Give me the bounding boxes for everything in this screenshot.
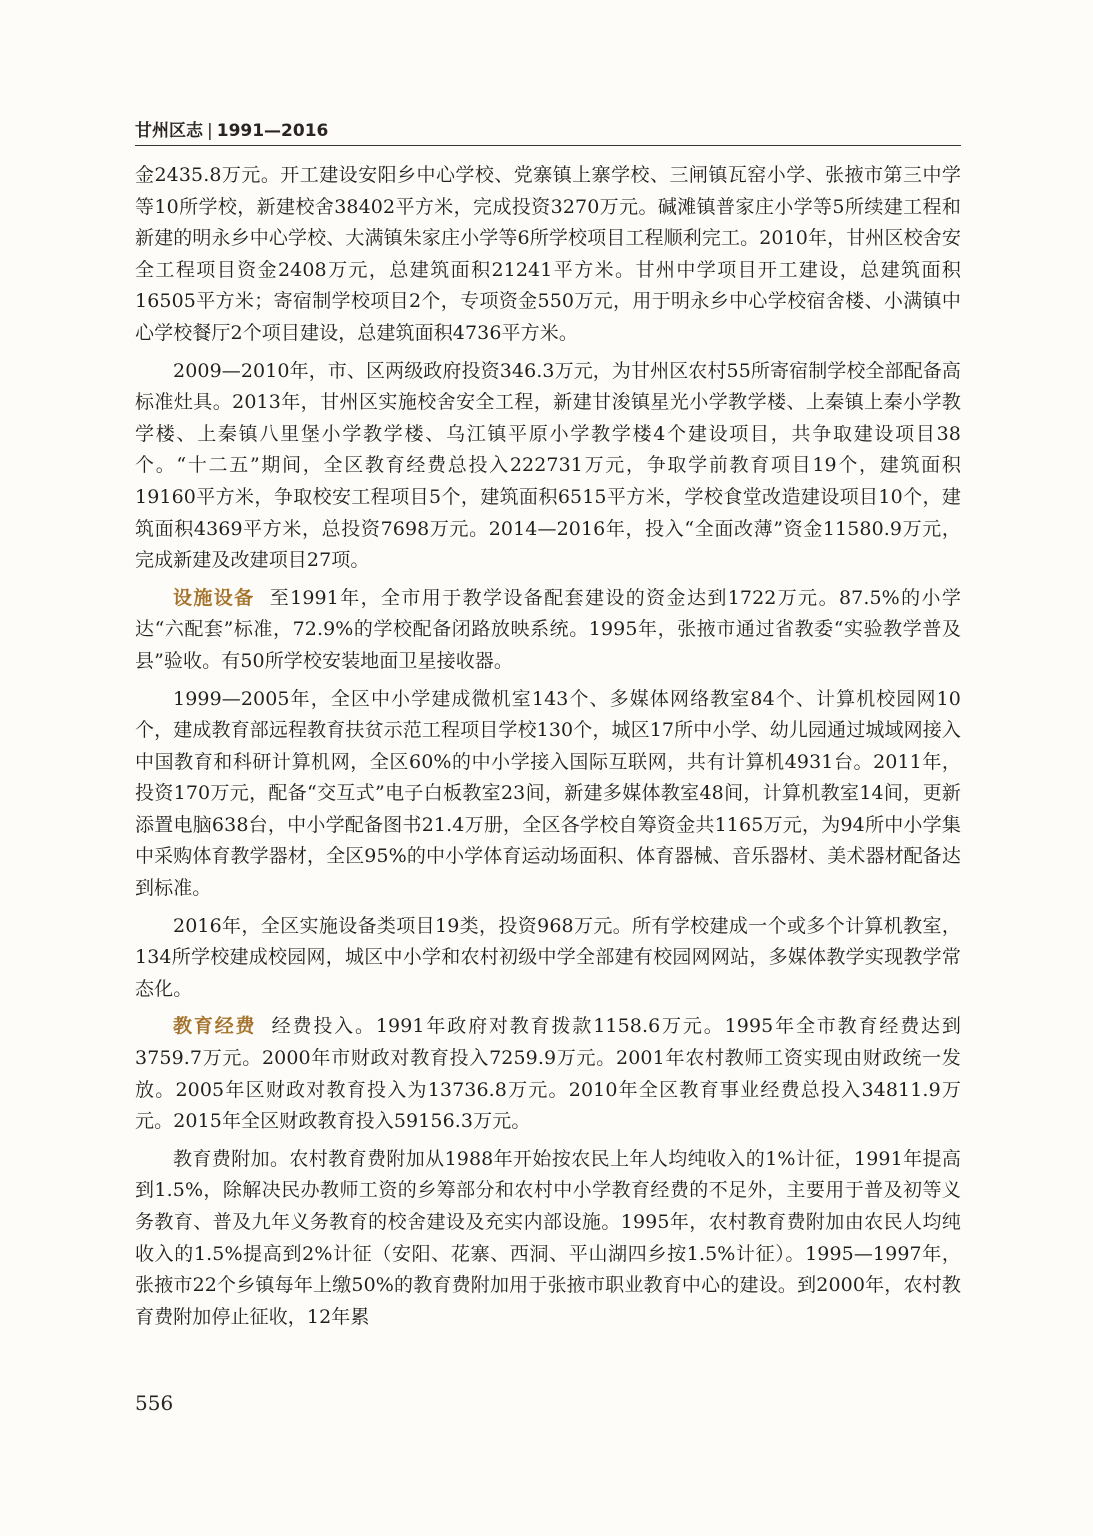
header-years: 1991—2016 bbox=[216, 121, 329, 141]
paragraph-text: 经费投入。1991年政府对教育拨款1158.6万元。1995年全市教育经费达到3759.7万元。2000年市财政对教育投入7259.9万元。2001年农村教师工资实现由财政统一发放。2005年区财政对教育投入为13736.8万元。2010年全区教育事业经费总投入34811.9万元。2015年全区财政教育投入59156.3万元。 bbox=[135, 1015, 962, 1133]
paragraph-text: 至1991年，全市用于教学设备配套建设的资金达到1722万元。87.5%的小学达“六配套”标准，72.9%的学校配备闭路放映系统。1995年，张掖市通过省教委“实验教学普及县”验收。有50所学校安装地面卫星接收器。 bbox=[135, 586, 962, 672]
paragraph-text: 教育费附加。农村教育费附加从1988年开始按农民上年人均纯收入的1%计征，1991年提高到1.5%，除解决民办教师工资的乡筹部分和农村中小学教育经费的不足外，主要用于普及初等义务教育、普及九年义务教育的校舍建设及充实内部设施。1995年，农村教育费附加由农民人均纯收入的1.5%提高到2%计征（安阳、花寨、西洞、平山湖四乡按1.5%计征）。1995—1997年，张掖市22个乡镇每年上缴50%的教育费附加用于张掖市职业教育中心的建设。到2000年，农村教育费附加停止征收，12年累 bbox=[135, 1147, 961, 1328]
paragraph-text: 1999—2005年，全区中小学建成微机室143个、多媒体网络教室84个、计算机校园网10个，建成教育部远程教育扶贫示范工程项目学校130个，城区17所中小学、幼儿园通过城域网接入中国教育和科研计算机网，全区60%的中小学接入国际互联网，共有计算机4931台。2011年，投资170万元，配备“交互式”电子白板教室23间，新建多媒体教室48间，计算机教室14间，更新添置电脑638台，中小学配备图书21.4万册，全区各学校自筹资金共1165万元，为94所中小学集中采购体育教学器材，全区95%的中小学体育运动场面积、体育器械、音乐器材、美术器材配备达到标准。 bbox=[135, 687, 961, 900]
header-separator: | bbox=[207, 121, 213, 141]
header-rule bbox=[135, 145, 961, 146]
paragraph bbox=[135, 911, 961, 1006]
paragraph-text: 金2435.8万元。开工建设安阳乡中心学校、党寨镇上寨学校、三闸镇瓦窑小学、张掖市第三中学等10所学校，新建校舍38402平方米，完成投资3270万元。碱滩镇普家庄小学等5所续建工程和新建的明永乡中心学校、大满镇朱家庄小学等6所学校项目工程顺利完工。2010年，甘州区校舍安全工程项目资金2408万元，总建筑面积21241平方米。甘州中学项目开工建设，总建筑面积16505平方米；寄宿制学校项目2个，专项资金550万元，用于明永乡中心学校宿舍楼、小满镇中心学校餐厅2个项目建设，总建筑面积4736平方米。 bbox=[135, 164, 961, 344]
section-heading-facilities: 设施设备 bbox=[173, 586, 255, 609]
paragraph bbox=[135, 1011, 961, 1137]
paragraph bbox=[135, 1144, 961, 1334]
paragraph-text: 2016年，全区实施设备类项目19类，投资968万元。所有学校建成一个或多个计算机教室，134所学校建成校园网，城区中小学和农村初级中学全部建有校园网网站，多媒体教学实现教学常态化。 bbox=[135, 914, 961, 1000]
book-title: 甘州区志 bbox=[135, 121, 203, 141]
paragraph bbox=[135, 356, 961, 577]
page-number: 556 bbox=[135, 1391, 174, 1415]
paragraph bbox=[135, 684, 961, 905]
paragraph bbox=[135, 160, 961, 350]
paragraph bbox=[135, 583, 961, 678]
section-heading-funding: 教育经费 bbox=[173, 1015, 257, 1038]
running-header bbox=[135, 120, 961, 142]
body-text bbox=[135, 160, 961, 1339]
paragraph-text: 2009—2010年，市、区两级政府投资346.3万元，为甘州区农村55所寄宿制学校全部配备高标准灶具。2013年，甘州区实施校舍安全工程，新建甘浚镇星光小学教学楼、上秦镇上秦小学教学楼、上秦镇八里堡小学教学楼、乌江镇平原小学教学楼4个建设项目，共争取建设项目38个。“十二五”期间，全区教育经费总投入222731万元，争取学前教育项目19个，建筑面积19160平方米，争取校安工程项目5个，建筑面积6515平方米，学校食堂改造建设项目10个，建筑面积4369平方米，总投资7698万元。2014—2016年，投入“全面改薄”资金11580.9万元，完成新建及改建项目27项。 bbox=[135, 359, 961, 572]
